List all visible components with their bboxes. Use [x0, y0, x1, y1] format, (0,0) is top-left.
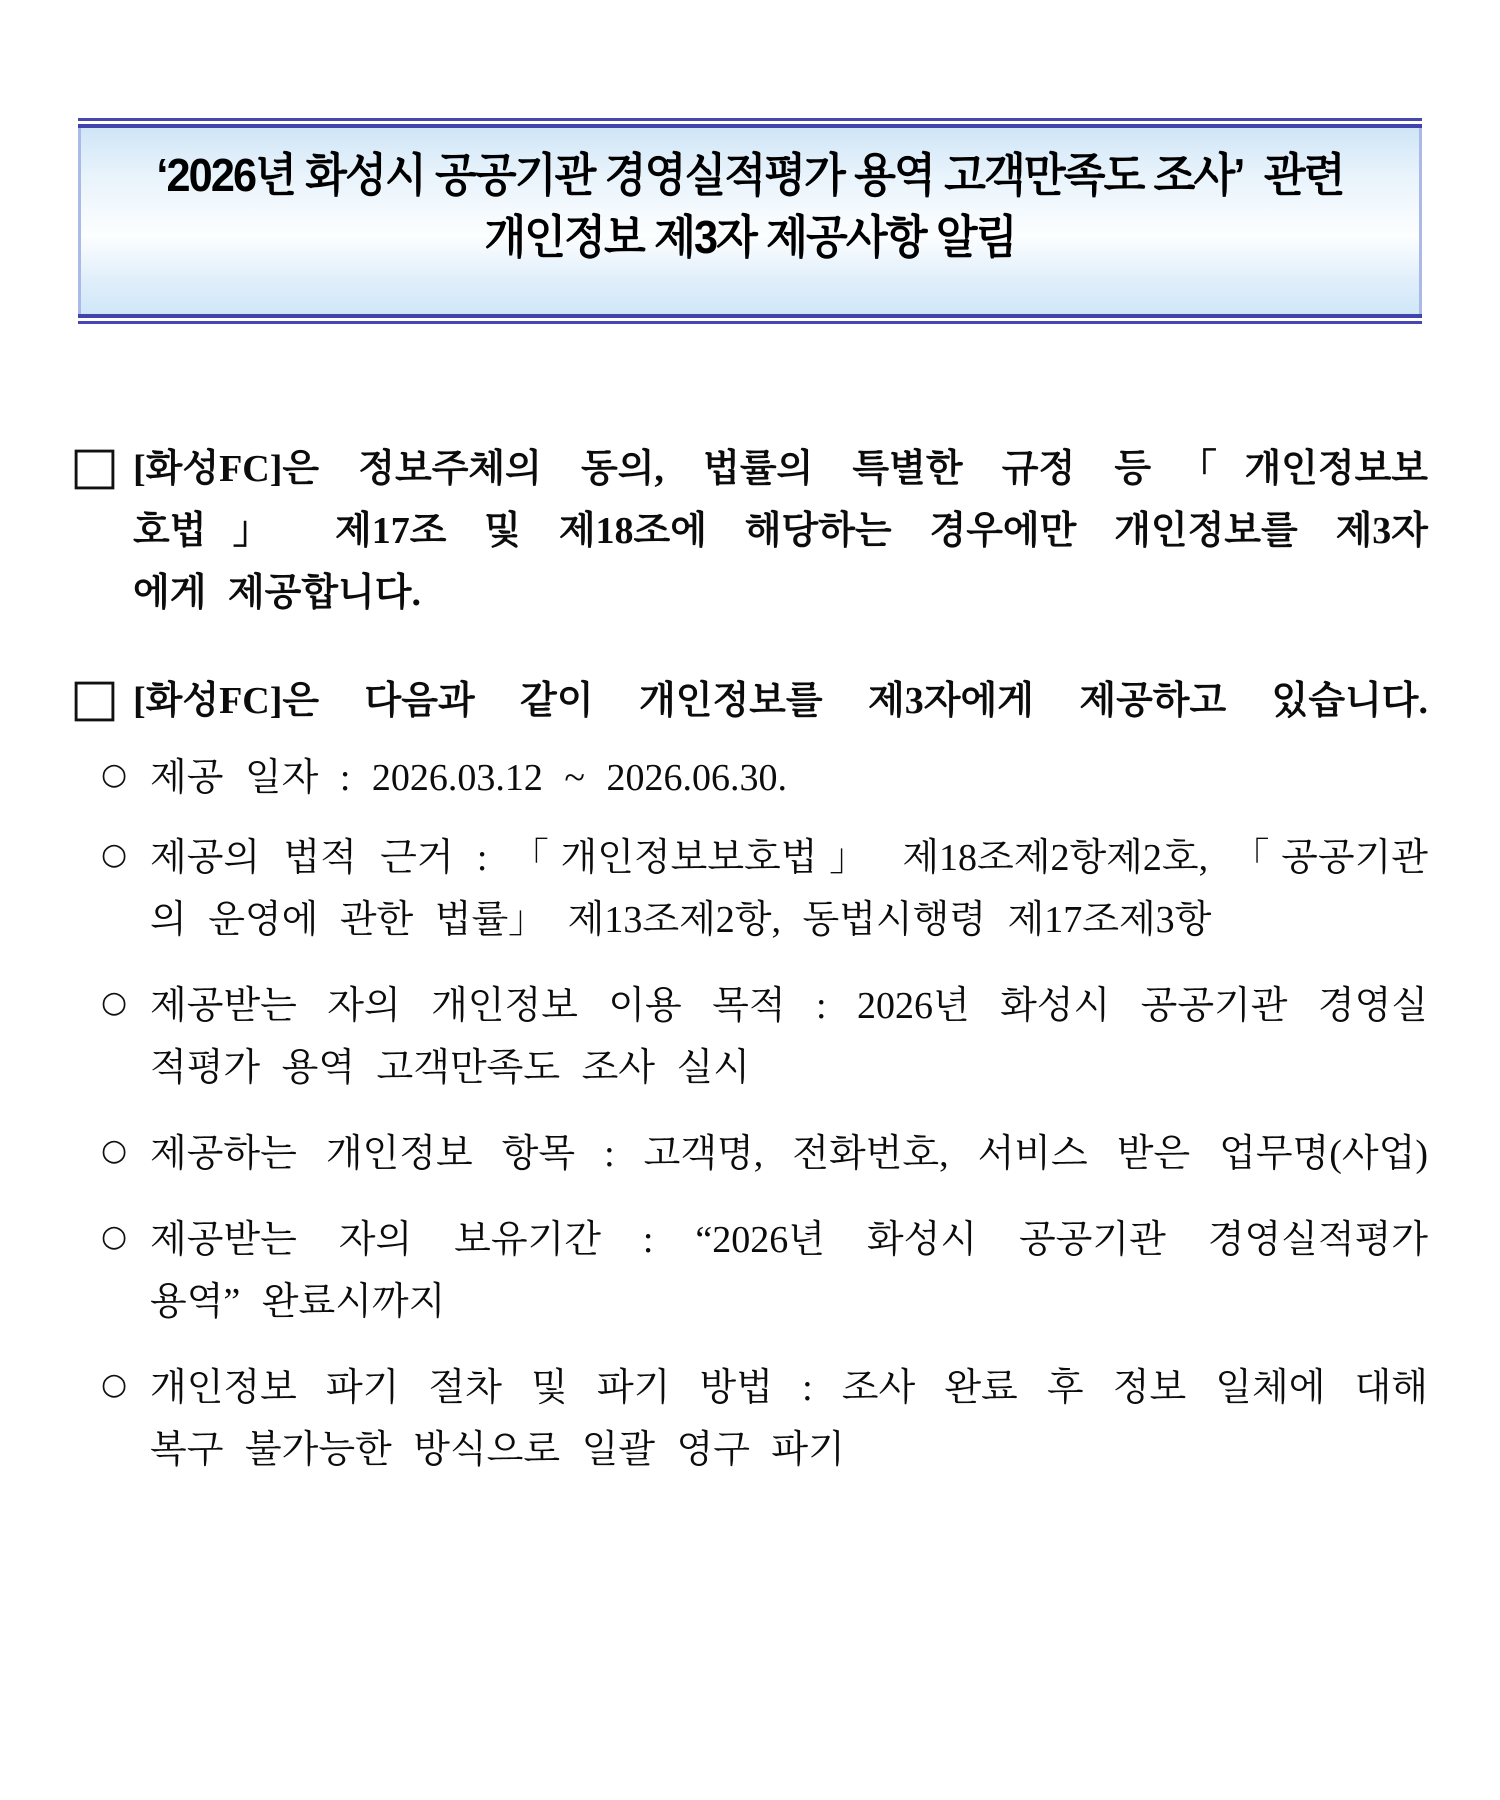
notice-body: [70, 438, 1428, 1481]
square-bullet-icon: □: [70, 668, 120, 728]
bullet-line: 제공받는 자의 개인정보 이용 목적 : 2026년 화성시 공공기관 경영실: [150, 985, 1428, 1027]
bullet-personal-info-items: [70, 1123, 1428, 1185]
bullet-line: 제공받는 자의 보유기간 : “2026년 화성시 공공기관 경영실적평가: [150, 1219, 1428, 1261]
notice-title-line2: 개인정보 제3자 제공사항 알림: [484, 211, 1016, 263]
bullet-line: 복구 불가능한 방식으로 일괄 영구 파기: [150, 1429, 845, 1471]
circle-bullet-icon: ○: [101, 1367, 128, 1402]
paragraph-provision-policy: [70, 438, 1428, 624]
notice-title-line1: ‘2026년 화성시 공공기관 경영실적평가 용역 고객만족도 조사’ 관련: [156, 149, 1344, 201]
bullet-provision-date: [70, 747, 1428, 809]
bullet-line: 의 운영에 관한 법률」 제13조제2항, 동법시행령 제17조제3항: [150, 899, 1212, 941]
paragraph-provision-intro: [70, 670, 1428, 732]
circle-bullet-icon: ○: [101, 985, 128, 1020]
rule-thin-line: [78, 321, 1422, 324]
paragraph-line: 호법」 제17조 및 제18조에 해당하는 경우에만 개인정보를 제3자: [133, 510, 1428, 552]
paragraph-line: 에게 제공합니다.: [133, 572, 421, 614]
notice-title-box: [78, 128, 1422, 314]
square-bullet-icon: □: [70, 436, 120, 496]
paragraph-line: [화성FC]은 정보주체의 동의, 법률의 특별한 규정 등「개인정보보: [133, 448, 1428, 490]
paragraph-line: [화성FC]은 다음과 같이 개인정보를 제3자에게 제공하고 있습니다.: [133, 680, 1428, 722]
bullet-legal-basis: [70, 827, 1428, 951]
bullet-line: 제공의 법적 근거 : 「개인정보보호법」 제18조제2항제2호, 「공공기관: [150, 837, 1428, 879]
header-bottom-rule: [78, 314, 1422, 324]
bullet-line: 용역” 완료시까지: [150, 1281, 446, 1323]
bullet-line: 적평가 용역 고객만족도 조사 실시: [150, 1047, 750, 1089]
circle-bullet-icon: ○: [101, 1133, 128, 1168]
bullet-line: 개인정보 파기 절차 및 파기 방법 : 조사 완료 후 정보 일체에 대해: [150, 1367, 1428, 1409]
circle-bullet-icon: ○: [101, 757, 128, 792]
header-top-rule: [78, 118, 1422, 128]
notice-header: [78, 118, 1422, 324]
bullet-use-purpose: [70, 975, 1428, 1099]
circle-bullet-icon: ○: [101, 837, 128, 872]
bullet-destruction-method: [70, 1357, 1428, 1481]
bullet-line: 제공하는 개인정보 항목 : 고객명, 전화번호, 서비스 받은 업무명(사업): [150, 1133, 1428, 1175]
circle-bullet-icon: ○: [101, 1219, 128, 1254]
bullet-line: 제공 일자 : 2026.03.12 ~ 2026.06.30.: [150, 757, 787, 799]
bullet-retention-period: [70, 1209, 1428, 1333]
